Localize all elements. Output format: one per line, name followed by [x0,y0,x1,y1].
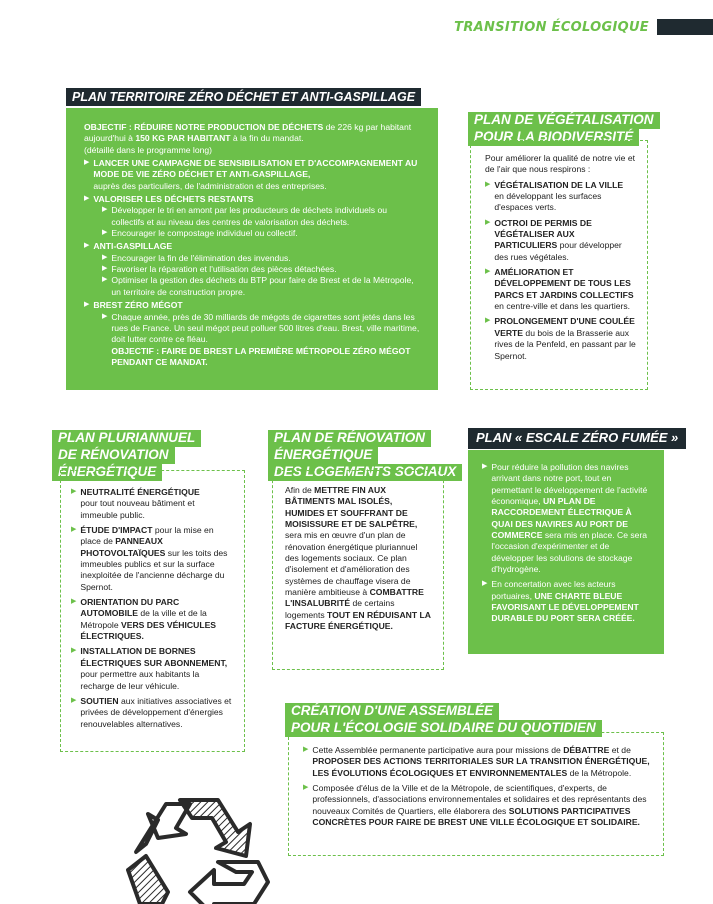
triangle-bullet-icon: ▶ [485,180,491,188]
list-item: ▶ OCTROI DE PERMIS DE VÉGÉTALISER AUX PARTICULIERS pour développer des rues végétales. [485,217,622,262]
list-item: ▶ SOUTIEN aux initiatives associatives et privées de développement d'énergies renouvelables alternatives. [71,695,232,729]
triangle-bullet-icon: ▶ [102,229,108,237]
triangle-bullet-icon: ▶ [84,301,90,309]
triangle-bullet-icon: ▶ [71,647,77,655]
list-item: ▶ Encourager la fin de l'élimination des invendus. [102,252,291,263]
vegetalisation-title: PLAN DE VÉGÉTALISATION POUR LA BIODIVERSITÉ [468,112,660,146]
list-item: ▶ ORIENTATION DU PARC AUTOMOBILE de la ville et de la Métropole VERS DES VÉHICULES ÉLECTRIQUES. [71,597,217,642]
triangle-bullet-icon: ▶ [71,488,77,495]
logements-text: Afin de METTRE FIN AUX BÂTIMENTS MAL ISOLÉS, HUMIDES ET SOUFFRANT DE MOISISSURE ET DE SALPÊTRE, sera mis en œuvre d'un plan de rénovation énergétique pluriannuel des logements sociaux. Ce plan d'isolement et d'amélioration des systèmes de chauffage visera de manière ambitieuse à COMBATTRE L'INSALUBRITÉ de certains logements TOUT EN RÉDUISANT LA FACTURE ÉNERGÉTIQUE. [285,485,431,632]
zero-fumee-title: PLAN « ESCALE ZÉRO FUMÉE » [468,428,686,449]
zero-fumee-box [468,450,664,654]
triangle-bullet-icon: ▶ [84,159,90,167]
triangle-bullet-icon: ▶ [485,268,491,276]
zero-dechet-box [66,108,438,390]
triangle-bullet-icon: ▶ [485,317,491,325]
list-item: ▶ PROLONGEMENT D'UNE COULÉE VERTE du bois de la Brasserie aux rives de la Penfeld, en passant par le Spernot. [485,316,636,361]
list-item: ▶ AMÉLIORATION ET DÉVELOPPEMENT DE TOUS LES PARCS ET JARDINS COLLECTIFS en centre-ville et dans les quartiers. [485,267,634,312]
triangle-bullet-icon: ▶ [482,580,488,588]
triangle-bullet-icon: ▶ [482,463,488,470]
list-item: ▶ NEUTRALITÉ ÉNERGÉTIQUE pour tout nouveau bâtiment et immeuble public. [71,487,200,520]
logements-box [272,470,444,670]
triangle-bullet-icon: ▶ [102,206,108,214]
assemblee-box [288,732,664,856]
vegetalisation-box [470,140,648,390]
list-item: ▶ Composée d'élus de la Ville et de la Métropole, de scientifiques, d'experts, de professionnels, d'associations environnementales et solidaires et des représentants des nouveaux Comités de Quartiers, elle élaborera des SOLUTIONS PARTICIPATIVES CONCRÈTES POUR FAIRE DE BREST UNE VILLE ÉCOLOGIQUE ET SOLIDAIRE. [303,783,647,828]
triangle-bullet-icon: ▶ [102,253,108,261]
triangle-bullet-icon: ▶ [102,312,108,320]
list-item: ▶ Encourager le compostage individuel ou collectif. [102,228,298,239]
triangle-bullet-icon: ▶ [84,195,90,203]
zero-dechet-title: PLAN TERRITOIRE ZÉRO DÉCHET ET ANTI-GASPILLAGE [66,88,421,106]
triangle-bullet-icon: ▶ [303,746,309,753]
triangle-bullet-icon: ▶ [102,276,108,284]
triangle-bullet-icon: ▶ [303,784,309,792]
triangle-bullet-icon: ▶ [71,598,77,606]
list-item: ▶ VÉGÉTALISATION DE LA VILLE en développant les surfaces d'espaces verts. [485,179,624,213]
list-item: ▶ LANCER UNE CAMPAGNE DE SENSIBILISATION ET D'ACCOMPAGNEMENT AU MODE DE VIE ZÉRO DÉCHET ET ANTI-GASPILLAGE, auprès des particuliers, de l'administration et des entreprises. [84,158,418,191]
list-item: ▶ Chaque année, près de 30 milliards de mégots de cigarettes sont jetés dans les rues de France. Un seul mégot peut polluer 500 litres d'eau. Brest, ville maritime, doit lutter contre ce fléau. OBJECTIF : FAIRE DE BREST LA PREMIÈRE MÉTROPOLE ZÉRO MÉGOT PENDANT CE MANDAT. [102,311,420,367]
triangle-bullet-icon: ▶ [84,242,90,250]
renovation-title: PLAN PLURIANNUEL DE RÉNOVATION ÉNERGÉTIQUE [52,430,201,481]
list-item: ▶ ANTI-GASPILLAGE [84,241,173,252]
objectif-text: OBJECTIF : RÉDUIRE NOTRE PRODUCTION DE DÉCHETS de 226 kg par habitant aujourd'hui à 150 KG PAR HABITANT à la fin du mandat. (détaillé dans le programme long) [84,122,412,155]
triangle-bullet-icon: ▶ [485,218,491,226]
list-item: ▶ INSTALLATION DE BORNES ÉLECTRIQUES SUR ABONNEMENT, pour permettre aux habitants la recharge de leur véhicule. [71,646,228,691]
list-item: ▶ Cette Assemblée permanente participative aura pour missions de DÉBATTRE et de PROPOSER DES ACTIONS TERRITORIALES SUR LA TRANSITION ÉNERGÉTIQUE, LES ÉVOLUTIONS ÉCOLOGIQUES ET ENVIRONNEMENTALES de la Métropole. [303,745,650,778]
list-item: ▶ ÉTUDE D'IMPACT pour la mise en place de PANNEAUX PHOTOVOLTAÏQUES sur les toits des immeubles publics et sur la surface inexploitée de l'ancienne décharge du Spernot. [71,525,228,592]
page-header [454,18,713,36]
triangle-bullet-icon: ▶ [71,696,77,704]
list-item: ▶ En concertation avec les acteurs portuaires, UNE CHARTE BLEUE FAVORISANT LE DÉVELOPPEMENT DURABLE DU PORT SERA CRÉÉE. [482,579,639,624]
renovation-box [60,470,245,752]
list-item: ▶ Pour réduire la pollution des navires arrivant dans notre port, tout en permettant le développement de l'activité économique, UN PLAN DE RACCORDEMENT ÉLECTRIQUE À QUAI DES NAVIRES AU PORT DE COMMERCE sera mis en place. Ce sera l'occasion d'expérimenter et de développer les solutions de stockage d'hydrogène. [482,462,648,575]
logements-title: PLAN DE RÉNOVATION ÉNERGÉTIQUE DES LOGEMENTS SOCIAUX [268,430,462,481]
triangle-bullet-icon: ▶ [102,265,108,273]
list-item: ▶ BREST ZÉRO MÉGOT [84,300,183,311]
recycle-icon [118,792,278,904]
list-item: ▶ Développer le tri en amont par les producteurs de déchets individuels ou collectifs et au niveau des centres de valorisation des déchets. [102,205,388,227]
list-item: ▶ Favoriser la réparation et l'utilisation des pièces détachées. [102,264,337,275]
assemblee-title: CRÉATION D'UNE ASSEMBLÉE POUR L'ÉCOLOGIE SOLIDAIRE DU QUOTIDIEN [285,703,602,737]
list-item: ▶ Optimiser la gestion des déchets du BTP pour faire de Brest et de la Métropole, un territoire de construction propre. [102,275,414,297]
list-item: ▶ VALORISER LES DÉCHETS RESTANTS [84,194,254,205]
header-bar [657,19,713,35]
triangle-bullet-icon: ▶ [71,526,77,534]
intro-text: Pour améliorer la qualité de notre vie et de l'air que nous respirons : [485,153,635,175]
section-title: TRANSITION ÉCOLOGIQUE [454,19,649,35]
